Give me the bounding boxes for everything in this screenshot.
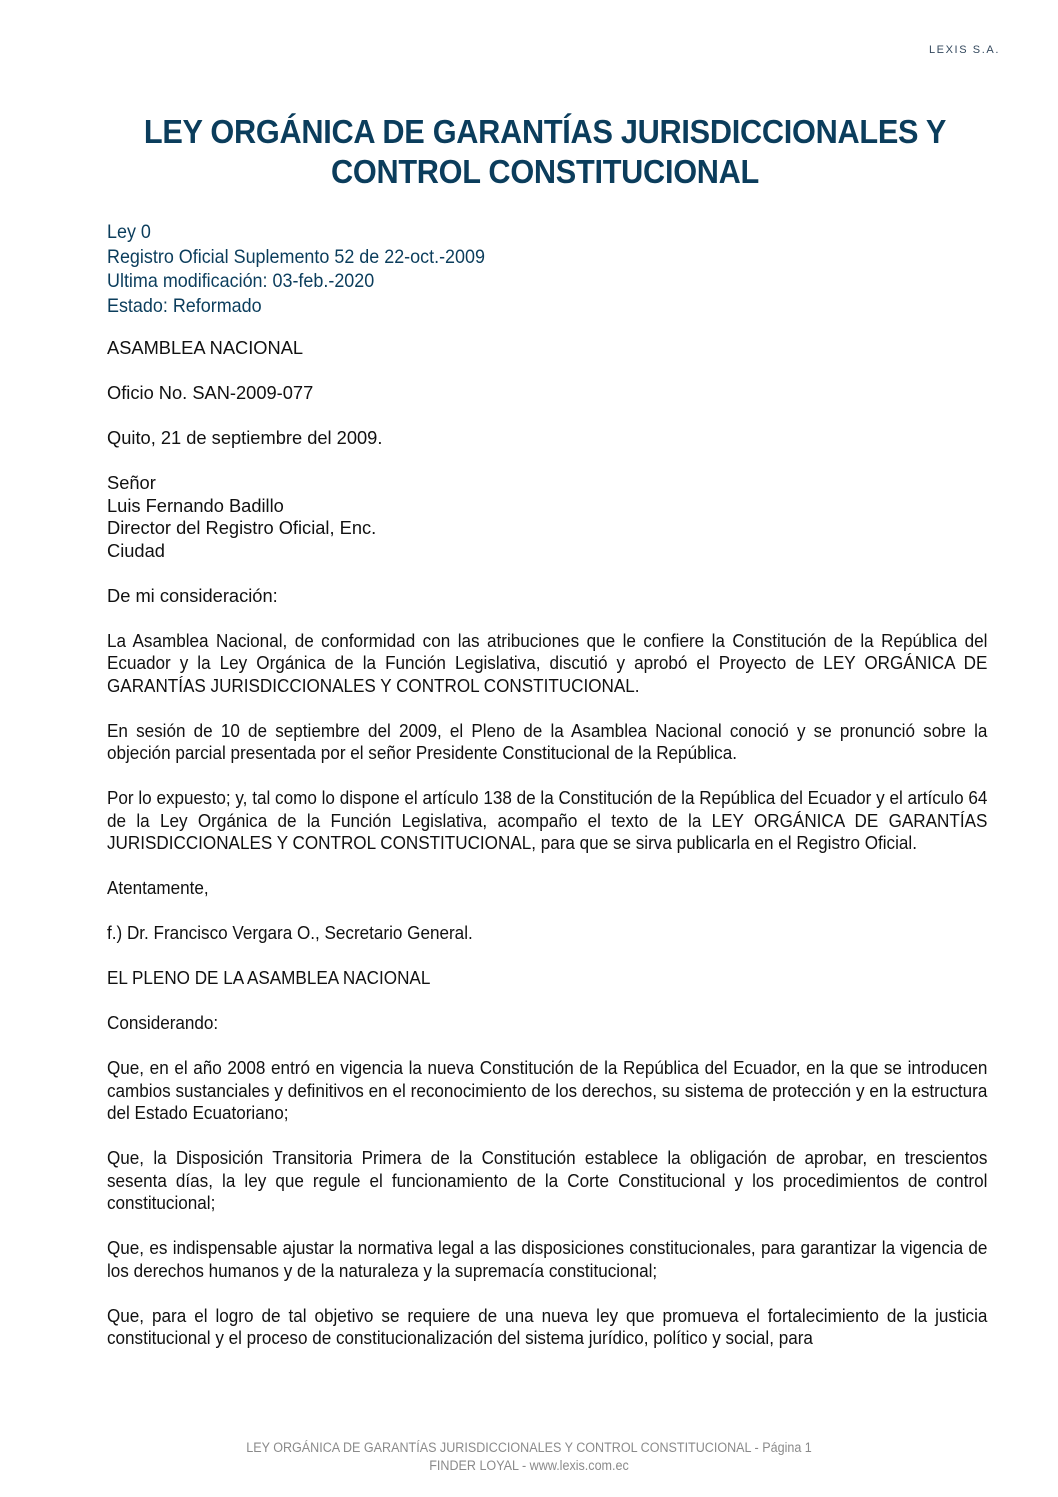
closing: Atentamente, [107, 877, 209, 898]
footer-source: FINDER LOYAL - www.lexis.com.ec [429, 1458, 629, 1473]
letter-date: Quito, 21 de septiembre del 2009. [107, 427, 383, 448]
recipient-salutation: Señor [107, 472, 156, 493]
title-line-2: CONTROL CONSTITUCIONAL [330, 153, 760, 190]
document-body [107, 337, 987, 1372]
document-metadata [107, 220, 518, 318]
greeting: De mi consideración: [107, 584, 278, 606]
signature: f.) Dr. Francisco Vergara O., Secretario General. [107, 922, 473, 943]
official-registry: Registro Oficial Suplemento 52 de 22-oct.-2009 [107, 245, 485, 268]
title-line-1: LEY ORGÁNICA DE GARANTÍAS JURISDICCIONALES Y [143, 113, 947, 150]
publisher-brand: LEXIS S.A. [928, 44, 1000, 56]
recipient-title: Director del Registro Oficial, Enc. [107, 517, 377, 538]
paragraph: En sesión de 10 de septiembre del 2009, el Pleno de la Asamblea Nacional conoció y se pronunció sobre la objeción parcial presentada por el señor Presidente Constitucional de la República. [107, 719, 988, 763]
last-modified: Ultima modificación: 03-feb.-2020 [107, 270, 375, 292]
sender-heading: ASAMBLEA NACIONAL [107, 337, 304, 358]
paragraph: La Asamblea Nacional, de conformidad con las atribuciones que le confiere la Constitución de la República del Ecuador y la Ley Orgánica de la Función Legislativa, discutió y aprobó el Proyecto de LEY ORGÁNICA DE GARANTÍAS JURISDICCIONALES Y CONTROL CONSTITUCIONAL. [107, 629, 988, 696]
recipient-name: Luis Fernando Badillo [107, 494, 284, 516]
considering-heading: Considerando: [107, 1012, 219, 1033]
whereas-clause: Que, la Disposición Transitoria Primera de la Constitución establece la obligación de aprobar, en trescientos sesenta días, la ley que regule el funcionamiento de la Corte Constitucional y los procedimientos de control constitucional; [107, 1147, 988, 1213]
paragraph: Por lo expuesto; y, tal como lo dispone el artículo 138 de la Constitución de la República del Ecuador y el artículo 64 de la Ley Orgánica de la Función Legislativa, acompaño el texto de la LEY ORGÁNICA DE GARANTÍAS JURISDICCIONALES Y CONTROL CONSTITUCIONAL, para que se sirva publicarla en el Registro Oficial. [107, 787, 988, 853]
plenary-heading: EL PLENO DE LA ASAMBLEA NACIONAL [107, 967, 431, 988]
document-title [131, 112, 959, 192]
law-number: Ley 0 [107, 221, 151, 243]
status: Estado: Reformado [107, 294, 262, 317]
whereas-clause: Que, es indispensable ajustar la normativa legal a las disposiciones constitucionales, para garantizar la vigencia de los derechos humanos y de la naturaleza y la supremacía constitucional; [107, 1237, 988, 1281]
whereas-clause: Que, en el año 2008 entró en vigencia la nueva Constitución de la República del Ecuador, en la que se introducen cambios sustanciales y definitivos en el reconocimiento de los derechos, su sistema de protección y en la estructura del Estado Ecuatoriano; [107, 1057, 988, 1123]
recipient-city: Ciudad [107, 539, 165, 561]
page-footer [0, 1439, 1058, 1475]
footer-title-page: LEY ORGÁNICA DE GARANTÍAS JURISDICCIONALES Y CONTROL CONSTITUCIONAL - Página 1 [246, 1440, 812, 1455]
whereas-clause: Que, para el logro de tal objetivo se requiere de una nueva ley que promueva el fortalecimiento de la justicia constitucional y el proceso de constitucionalización del sistema jurídico, político y social, para [107, 1304, 988, 1348]
office-number: Oficio No. SAN-2009-077 [107, 382, 314, 403]
recipient-block [107, 472, 987, 562]
